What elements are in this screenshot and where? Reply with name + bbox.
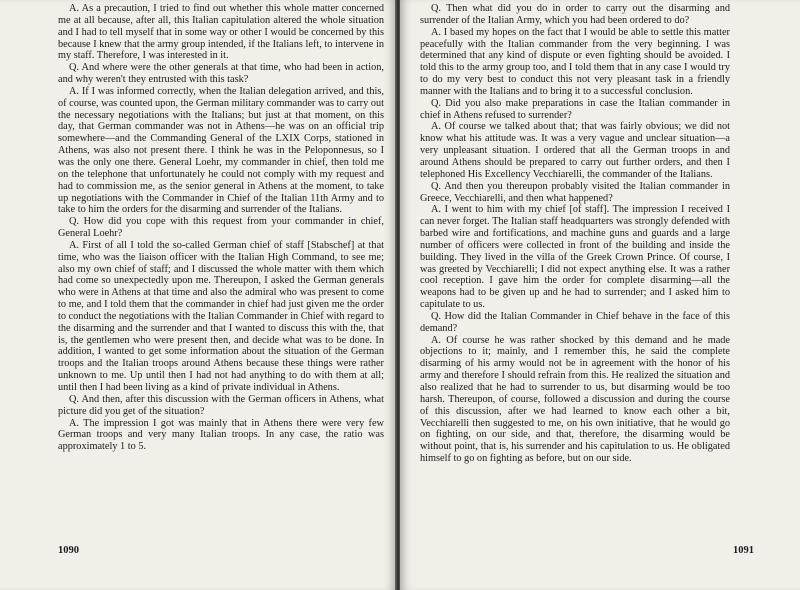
left-page xyxy=(0,0,396,590)
paragraph: Q. Did you also make preparations in case the Italian commander in chief in Athens refused to surrender? xyxy=(420,97,730,121)
page-number-left: 1090 xyxy=(58,545,79,556)
page-number-right: 1091 xyxy=(733,545,754,556)
paragraph: A. First of all I told the so-called German chief of staff [Stabschef] at that time, who was the liaison officer with the Italian High Command, to see me; also my own chief of staff; and I discussed the whole matter with them which had come so unexpectedly upon me. Thereupon, I asked the German generals who were in Athens at that time and also the admiral who was present to come to me, and I told them that the commander in chief had just given me the order to conduct the negotiations with the Italian Commander in Chief with regard to the disarming and the surrender and that I wanted to discuss this with the, that is, the gentlemen who were present then, and decide what was to be done. In addition, I wanted to get some information about the situation of the German troops and the Italian troops around Athens because these things were rather unknown to me. Up until then I had not had anything to do with them at all; until then I had been living as a kind of private individual in Athens. xyxy=(58,239,384,393)
paragraph: A. If I was informed correctly, when the Italian delegation arrived, and this, of course, was counted upon, the German military commander was to carry out the necessary negotiations with the Italians; but just at that moment, on this day, that German commander was not in Athens—he was on an official trip somewhere—and the Commanding General of the LXIX Corps, stationed in Athens, was also not present there. I think he was in the Peloponnesus, so I was the only one there. General Loehr, my commander in chief, then told me on the telephone that unfortunately he could not comply with my request and had to commission me, as the senior general in Athens at the moment, to take up negotiations with the Commander in Chief of the Italian 11th Army and to take to him the orders for the disarming and surrender of the Italians. xyxy=(58,85,384,216)
right-page xyxy=(400,0,800,590)
paragraph: Q. And where were the other generals at that time, who had been in action, and why weren't they entrusted with this task? xyxy=(58,62,384,86)
paragraph: A. Of course we talked about that; that was fairly obvious; we did not know what his attitude was. It was a very vague and unclear situation—a very unpleasant situation. I ordered that all the German troops in and around Athens should be prepared to carry out further orders, and then I telephoned His Excellency Vecchiarelli, the commander of the Italians. xyxy=(420,121,730,180)
paragraph: Q. Then what did you do in order to carry out the disarming and surrender of the Italian Army, which you had been ordered to do? xyxy=(420,3,730,26)
paragraph: A. I went to him with my chief [of staff]. The impression I received I can never forget. The Italian staff headquarters was strongly defended with barbed wire and fortifications, and machine guns and guards and a large number of officers were collected in front of the building and inside the building. They lived in the villa of the Greek Crown Prince. Of course, I was greeted by Vecchiarelli; I did not expect anything else. It was a rather cool reception. I gave him the order for complete disarming—all the weapons had to be given up and he had to surrender; and I asked him to capitulate to us. xyxy=(420,204,730,311)
paragraph: A. Of course he was rather shocked by this demand and he made objections to it; mainly, and I remember this, he said the complete disarming of his army would not be in agreement with the honor of his army and therefore I should refrain from this. He realized the situation and also realized that he had to surrender to us, but disarming would be too harsh. Thereupon, of course, followed a discussion and during the course of this discussion, after we had learned to know each other a bit, Vecchiarelli then suggested to me, on his own initiative, that he would go on fighting, on our side, and that, therefore, the disarming would be without point, that is, his surrender and his capitulation to us. He obligated himself to go on fighting as before, but on our side. xyxy=(420,334,730,465)
paragraph: Q. And then, after this discussion with the German officers in Athens, what picture did you get of the situation? xyxy=(58,393,384,417)
paragraph: Q. How did the Italian Commander in Chief behave in the face of this demand? xyxy=(420,310,730,334)
paragraph: A. The impression I got was mainly that in Athens there were very few German troops and very many Italian troops. In any case, the ratio was approximately 1 to 5. xyxy=(58,417,384,453)
paragraph: Q. How did you cope with this request from your commander in chief, General Loehr? xyxy=(58,216,384,240)
paragraph: A. I based my hopes on the fact that I would be able to settle this matter peacefully with the Italian commander from the very beginning. I was determined that any kind of dispute or even fighting should be avoided. I told this to the army group too, and I told them that in any case I would try to do my very best to conduct this not very pleasant task in a friendly manner with the Italians and to bring it to a successful conclusion. xyxy=(420,26,730,97)
paragraph: Q. And then you thereupon probably visited the Italian commander in Greece, Vecchiarelli, and then what happened? xyxy=(420,180,730,204)
paragraph: A. As a precaution, I tried to find out whether this whole matter concerned me at all because, after all, this Italian capitulation altered the whole situation and I had to tell myself that in some way or other I would be concerned by this because I knew that the army group intended, if the Italians left, to intervene in my staff. Therefore, I was interested in it. xyxy=(58,3,384,62)
